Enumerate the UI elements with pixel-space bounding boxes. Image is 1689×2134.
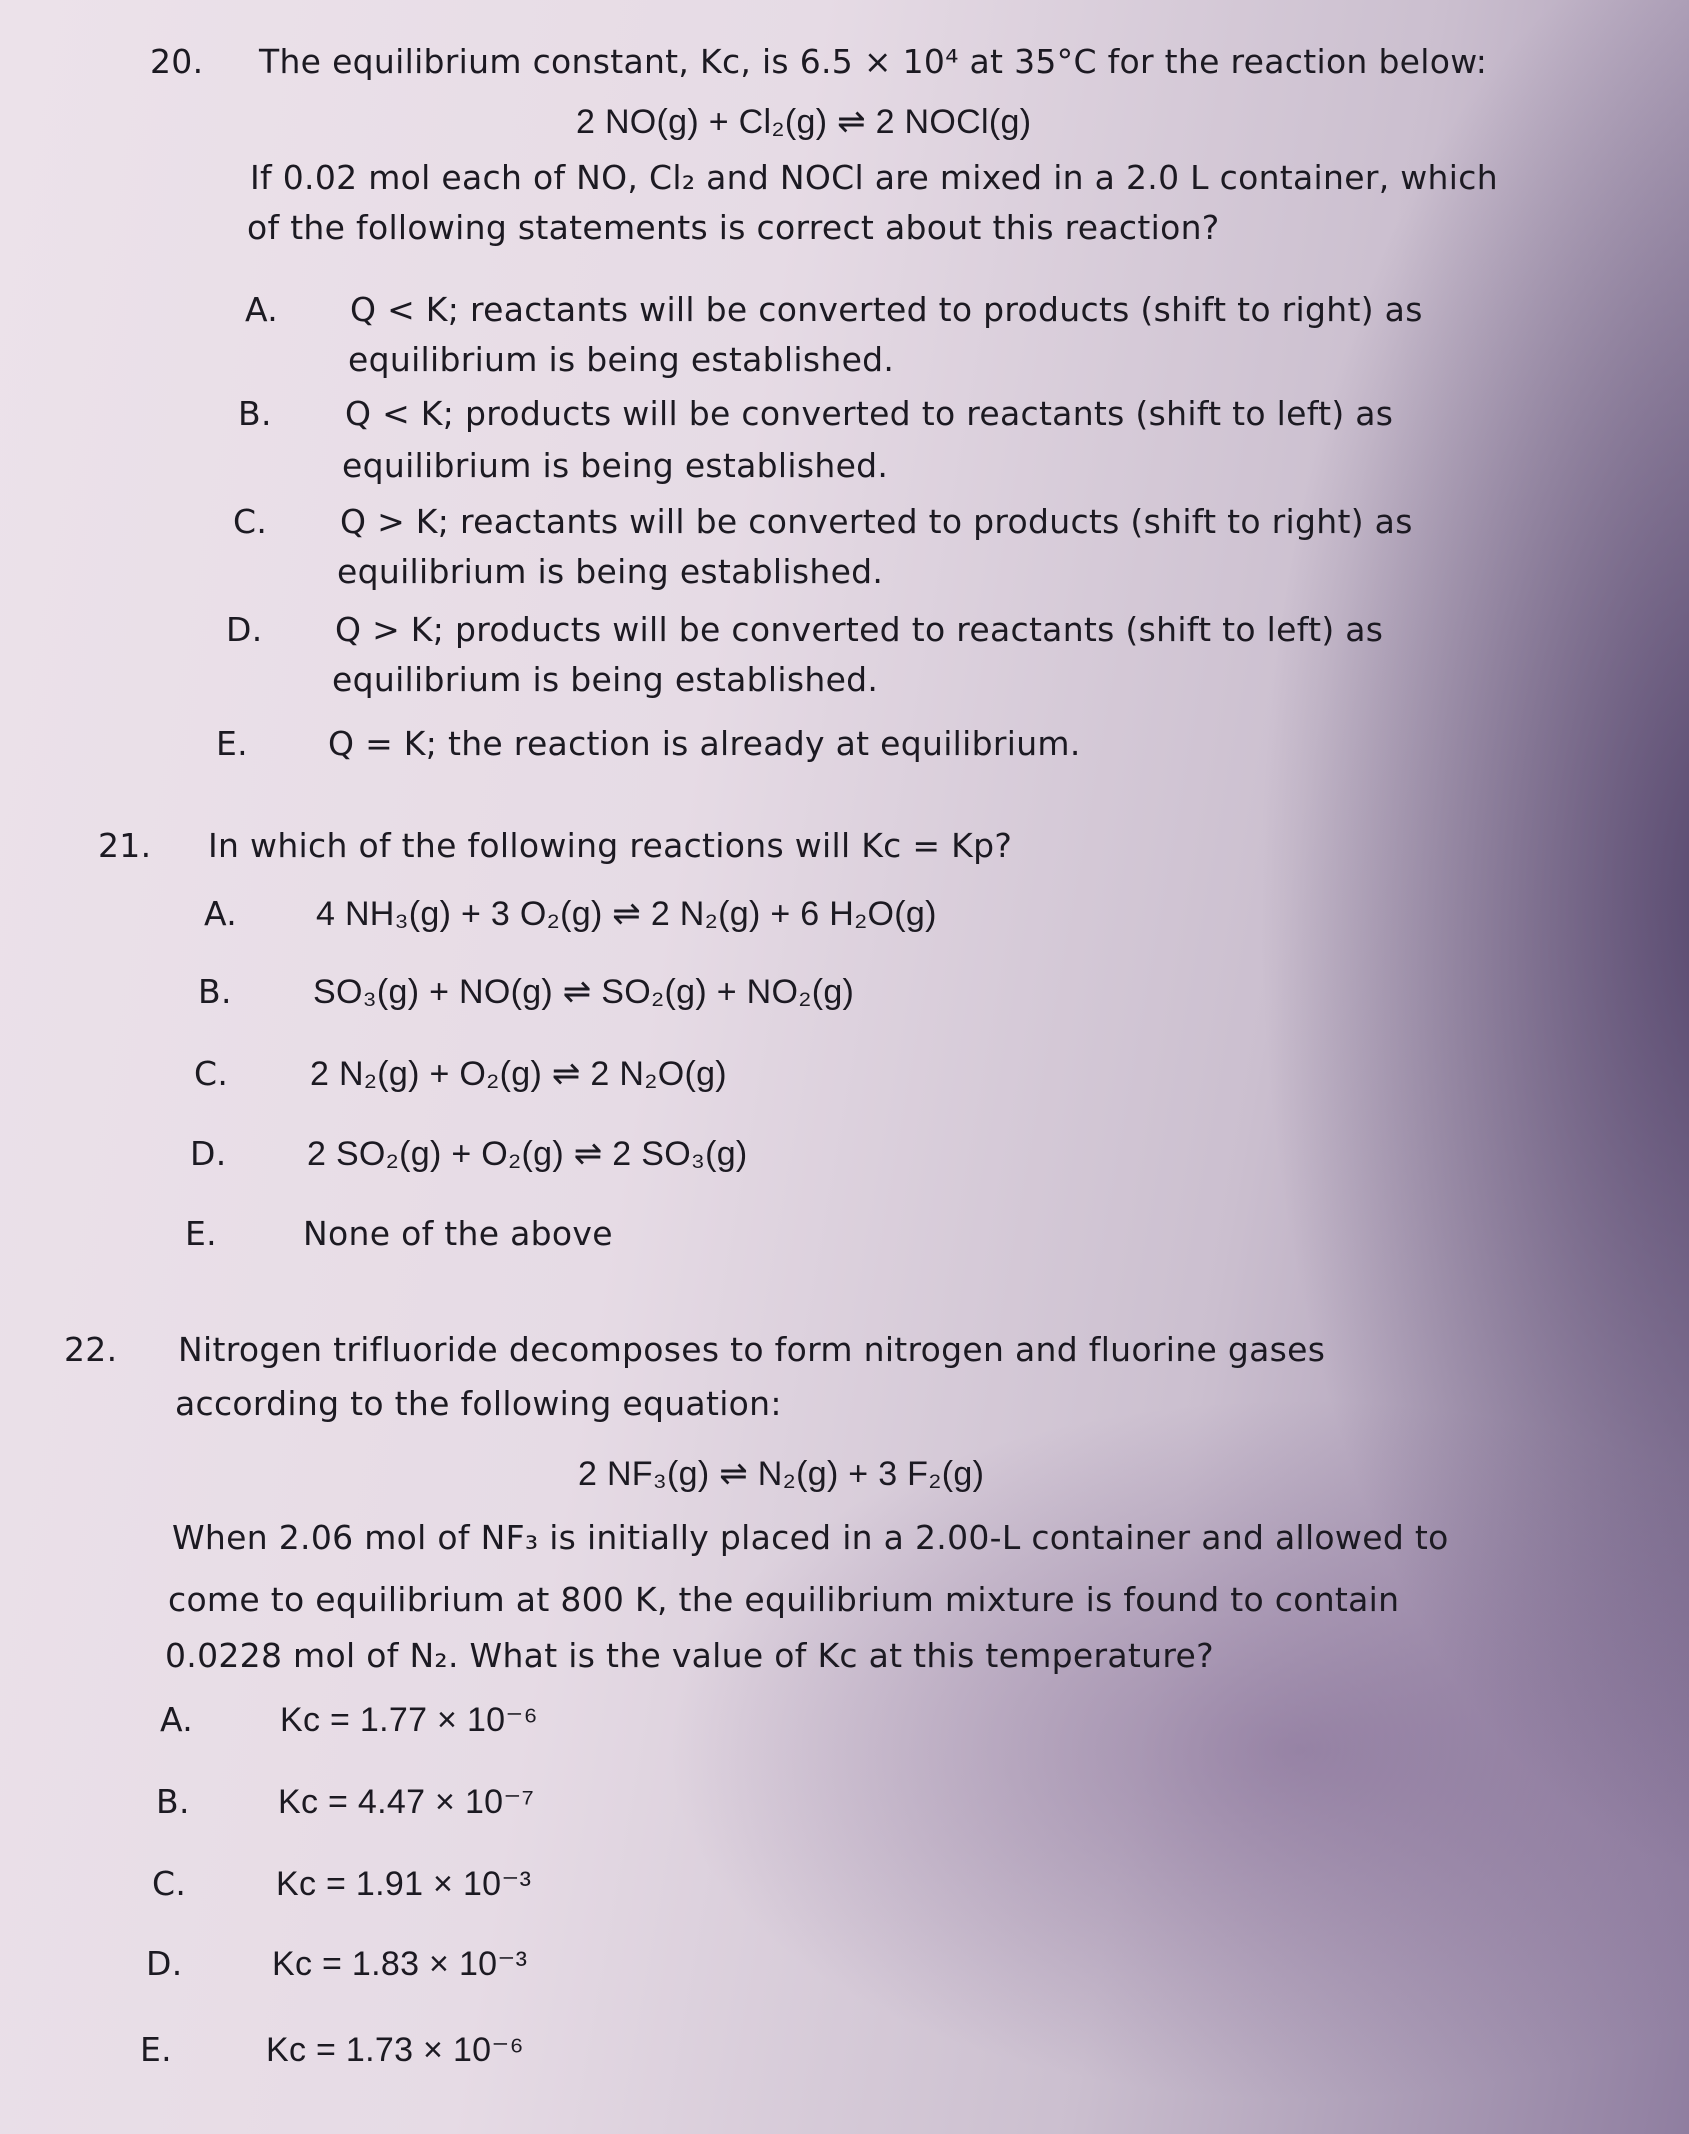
option-letter: B.: [156, 1782, 190, 1821]
option-letter: A.: [160, 1700, 194, 1739]
option-text: Kc = 1.73 × 10⁻⁶: [266, 2031, 524, 2069]
question-stem: In which of the following reactions will Kc = Kp?: [208, 826, 1013, 865]
option-letter: D.: [226, 610, 263, 649]
reaction-equation: 2 NO(g) + Cl₂(g) ⇌ 2 NOCl(g): [576, 103, 1032, 141]
question-stem: If 0.02 mol each of NO, Cl₂ and NOCl are mixed in a 2.0 L container, which: [250, 158, 1498, 197]
option-text: equilibrium is being established.: [342, 446, 889, 485]
option-letter: E.: [140, 2030, 172, 2069]
option-text: Kc = 1.91 × 10⁻³: [276, 1865, 532, 1903]
question-stem: of the following statements is correct about this reaction?: [247, 208, 1220, 247]
option-text: 2 SO₂(g) + O₂(g) ⇌ 2 SO₃(g): [307, 1135, 748, 1173]
option-letter: C.: [152, 1864, 187, 1903]
option-letter: A.: [245, 290, 279, 329]
option-letter: C.: [233, 502, 268, 541]
option-text: Kc = 4.47 × 10⁻⁷: [278, 1783, 535, 1821]
option-text: Q > K; reactants will be converted to products (shift to right) as: [340, 502, 1413, 541]
option-text: Kc = 1.83 × 10⁻³: [272, 1945, 528, 1983]
question-number: 21.: [98, 826, 152, 865]
option-text: Q = K; the reaction is already at equilibrium.: [328, 724, 1081, 763]
option-text: 4 NH₃(g) + 3 O₂(g) ⇌ 2 N₂(g) + 6 H₂O(g): [316, 895, 937, 933]
option-letter: E.: [216, 724, 248, 763]
question-stem: When 2.06 mol of NF₃ is initially placed in a 2.00-L container and allowed to: [172, 1518, 1449, 1557]
option-letter: D.: [190, 1134, 227, 1173]
option-text: Q > K; products will be converted to reactants (shift to left) as: [335, 610, 1384, 649]
option-text: SO₃(g) + NO(g) ⇌ SO₂(g) + NO₂(g): [313, 973, 855, 1011]
question-stem: The equilibrium constant, Kc, is 6.5 × 10⁴ at 35°C for the reaction below:: [259, 42, 1488, 81]
question-stem: Nitrogen trifluoride decomposes to form nitrogen and fluorine gases: [178, 1330, 1326, 1369]
question-number: 20.: [150, 42, 204, 81]
question-number: 22.: [64, 1330, 118, 1369]
option-text: Q < K; reactants will be converted to products (shift to right) as: [350, 290, 1423, 329]
option-text: equilibrium is being established.: [348, 340, 895, 379]
option-letter: B.: [238, 394, 272, 433]
option-text: equilibrium is being established.: [337, 552, 884, 591]
option-letter: C.: [194, 1054, 229, 1093]
option-text: Kc = 1.77 × 10⁻⁶: [280, 1701, 538, 1739]
option-text: None of the above: [303, 1214, 613, 1253]
reaction-equation: 2 NF₃(g) ⇌ N₂(g) + 3 F₂(g): [578, 1455, 985, 1493]
question-stem: 0.0228 mol of N₂. What is the value of Kc at this temperature?: [165, 1636, 1214, 1675]
option-letter: B.: [198, 972, 232, 1011]
option-text: 2 N₂(g) + O₂(g) ⇌ 2 N₂O(g): [310, 1055, 727, 1093]
option-text: equilibrium is being established.: [332, 660, 879, 699]
option-letter: A.: [204, 894, 238, 933]
option-letter: D.: [146, 1944, 183, 1983]
question-stem: according to the following equation:: [175, 1384, 782, 1423]
question-stem: come to equilibrium at 800 K, the equilibrium mixture is found to contain: [168, 1580, 1400, 1619]
option-letter: E.: [185, 1214, 217, 1253]
option-text: Q < K; products will be converted to reactants (shift to left) as: [345, 394, 1394, 433]
